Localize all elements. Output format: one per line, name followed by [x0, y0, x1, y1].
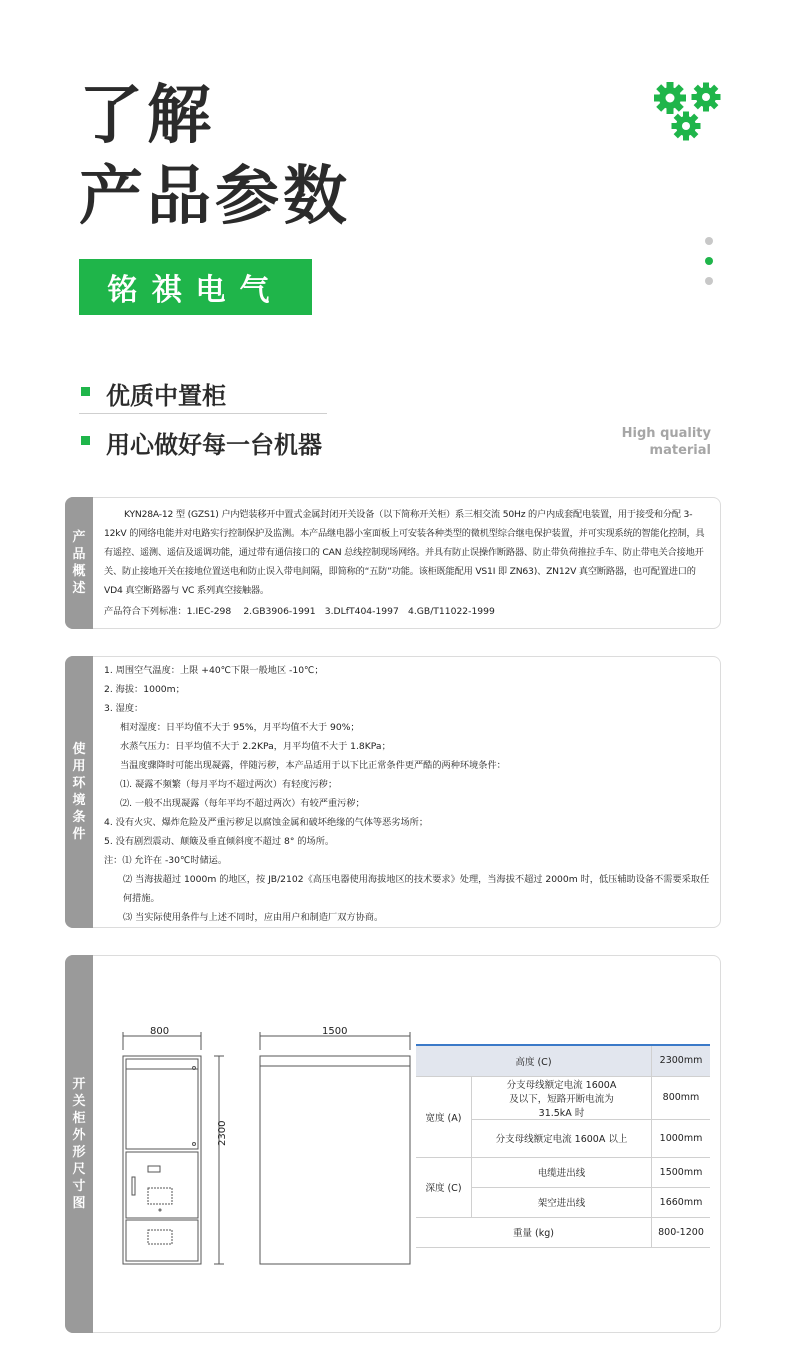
weight-value: 800-1200 [652, 1217, 711, 1247]
weight-label: 重量 (kg) [416, 1217, 652, 1247]
env-line: 相对湿度：日平均值不大于 95%，月平均值不大于 90%； [120, 722, 360, 733]
env-line: 注：⑴ 允许在 -30℃时储运。 [104, 855, 228, 866]
depth-row2-value: 1660mm [652, 1187, 711, 1217]
overview-paragraph: KYN28A-12 型 (GZS1) 户内铠装移开中置式金属封闭开关设备（以下简称开关柜）系三相交流 50Hz 的户内成套配电装置，用于接受和分配 3-12kV 的网络电能并对电路实行控制保护及监测。本产品继电器小室面板上可安装各种类型的微机型综合继电保护装置，并可实现系统的智能化控制，具有遥控、遥测、遥信及遥调功能，通过带有通信接口的 CAN 总线控制现场网络。并具有防止误操作断路器、防止带负荷推拉手车、防止带电关合接地开关、防止接地开关在接地位置送电和防止误入带电间隔，即简称的“五防”功能。该柜既能配用 VS1I 即 ZN63)、ZN12V 真空断路器，也可配置进口的 VD4 真空断路器与 VC 系列真空接触器。 [104, 509, 705, 596]
hq-line-2: material [649, 443, 711, 458]
pager-dot-1[interactable] [705, 237, 713, 245]
bullet-icon [81, 387, 90, 396]
front-width-label: 800 [150, 1026, 170, 1037]
env-line: 3. 湿度： [104, 703, 144, 714]
depth-row2-desc: 架空进出线 [472, 1187, 652, 1217]
title-line-2: 产品参数 [79, 160, 351, 234]
pager-dot-2[interactable] [705, 257, 713, 265]
width-label: 宽度 (A) [416, 1076, 472, 1157]
env-line: 4. 没有火灾、爆炸危险及严重污秽足以腐蚀金属和破坏绝缘的气体等恶劣场所； [104, 817, 429, 828]
environment-card [65, 656, 721, 928]
slogan-1: 优质中置柜 [106, 382, 226, 410]
env-line: 1. 周围空气温度：上限 +40℃下限一般地区 -10℃； [104, 665, 324, 676]
env-line: ⑵. 一般不出现凝露（每年平均不超过两次）有较严重污秽； [120, 798, 365, 809]
gears-icon [650, 78, 728, 144]
overview-standards: 产品符合下列标准：1.IEC-298 2.GB3906-1991 3.DLfT404-1997 4.GB/T11022-1999 [104, 606, 495, 617]
width-row1-value: 800mm [652, 1076, 711, 1119]
dimensions-card [65, 955, 721, 1333]
title-line-1: 了解 [79, 79, 215, 153]
depth-row1-value: 1500mm [652, 1157, 711, 1187]
env-line: ⑵ 当海拔超过 1000m 的地区，按 JB/2102《高压电器使用海拔地区的技术要求》处理，当海拔不超过 2000m 时，低压辅助设备不需要采取任何措施。 [123, 874, 710, 904]
env-line: 5. 没有剧烈震动、颠簸及垂直倾斜度不超过 8° 的场所。 [104, 836, 335, 847]
width-row2-value: 1000mm [652, 1119, 711, 1157]
height-label: 2300 [217, 1120, 228, 1146]
dimensions-side-label: 开关柜外形尺寸图 [65, 955, 93, 1333]
side-width-label: 1500 [322, 1026, 348, 1037]
cabinet-drawing [118, 1024, 418, 1274]
env-line: 水蒸气压力：日平均值不大于 2.2KPa，月平均值不大于 1.8KPa； [120, 741, 391, 752]
pager-dot-3[interactable] [705, 277, 713, 285]
brand-badge: 铭祺电气 [79, 259, 312, 315]
overview-card [65, 497, 721, 629]
env-line: ⑶ 当实际使用条件与上述不同时，应由用户和制造厂双方协商。 [123, 912, 384, 923]
dimension-table [416, 1044, 710, 1248]
env-line: 2. 海拔：1000m； [104, 684, 185, 695]
hq-line-1: High quality [621, 426, 711, 441]
width-row1-desc: 分支母线额定电流 1600A 及以下，短路开断电流为 31.5kA 时 [472, 1076, 652, 1119]
slogan-divider [79, 413, 327, 414]
env-line: 当温度骤降时可能出现凝露，伴随污秽，本产品适用于以下比正常条件更严酷的两种环境条件： [120, 760, 506, 771]
depth-row1-desc: 电缆进出线 [472, 1157, 652, 1187]
width-row2-desc: 分支母线额定电流 1600A 以上 [472, 1119, 652, 1157]
slogan-2: 用心做好每一台机器 [106, 431, 322, 459]
environment-side-label: 使用环境条件 [65, 656, 93, 928]
overview-side-label: 产品概述 [65, 497, 93, 629]
env-line: ⑴. 凝露不频繁（每月平均不超过两次）有轻度污秽； [120, 779, 338, 790]
high-quality-caption [622, 425, 711, 459]
height-value: 2300mm [652, 1045, 711, 1076]
depth-label: 深度 (C) [416, 1157, 472, 1217]
height-header: 高度 (C) [416, 1045, 652, 1076]
bullet-icon [81, 436, 90, 445]
